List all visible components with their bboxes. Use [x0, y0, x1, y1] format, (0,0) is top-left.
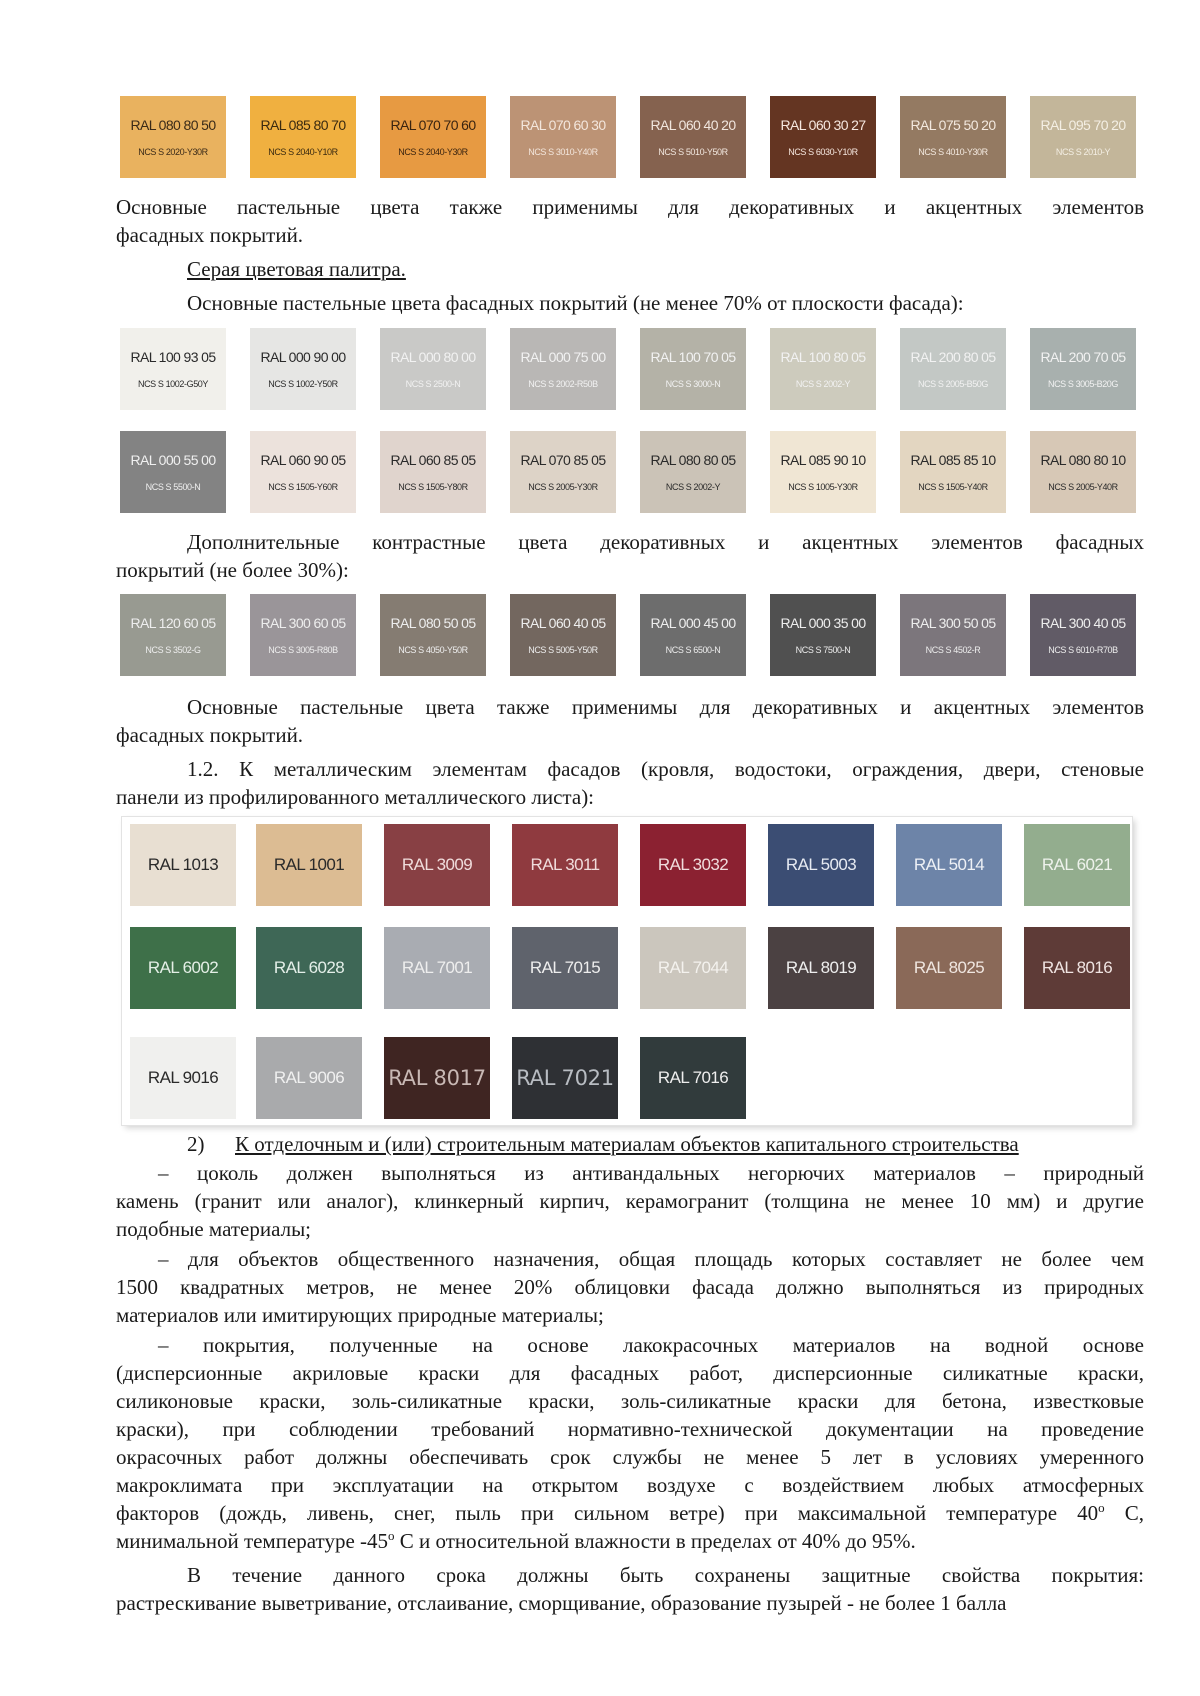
bullet-coatings-l5: окрасочных работ должны обеспечивать срок службы не менее 5 лет в условиях умеренного: [116, 1445, 1144, 1469]
swatch-ral-code: RAL 080 80 10: [1040, 451, 1126, 468]
metal-swatch: RAL 1013: [130, 824, 236, 906]
color-swatch: [640, 594, 746, 676]
swatch-ncs-code: NCS S 1002-Y50R: [268, 378, 338, 389]
color-swatch: [770, 328, 876, 410]
swatch-ral-code: RAL 100 70 05: [650, 348, 736, 365]
swatch-ral-code: RAL 070 85 05: [520, 451, 606, 468]
swatch-ncs-code: NCS S 5500-N: [145, 481, 201, 492]
section-2-heading: К отделочным и (или) строительным материалам объектов капитального строительства: [235, 1132, 1019, 1156]
metal-swatch: RAL 6028: [256, 927, 362, 1009]
swatch-ral-code: RAL 085 80 70: [260, 116, 346, 133]
swatch-ncs-code: NCS S 2005-Y40R: [1048, 481, 1118, 492]
metal-swatch: RAL 3032: [640, 824, 746, 906]
para-pastel-applicable-1: Основные пастельные цвета также применимы для декоративных и акцентных элементов: [116, 195, 1144, 219]
color-swatch: [380, 431, 486, 513]
swatch-ncs-code: NCS S 3010-Y40R: [528, 146, 598, 157]
swatch-ral-code: RAL 085 85 10: [910, 451, 996, 468]
bullet-plinth: – цоколь должен выполняться из антивандальных негорючих материалов – природный: [158, 1161, 1144, 1185]
swatch-ncs-code: NCS S 6010-R70B: [1048, 644, 1118, 655]
color-swatch: [510, 594, 616, 676]
swatch-ral-code: RAL 080 50 05: [390, 614, 476, 631]
para-pastel-applicable-2-cont: фасадных покрытий.: [116, 723, 304, 747]
metal-swatch: RAL 9016: [130, 1037, 236, 1119]
metal-swatch: RAL 6002: [130, 927, 236, 1009]
swatch-ral-code: RAL 300 50 05: [910, 614, 996, 631]
color-swatch: [1030, 594, 1136, 676]
metal-swatch: RAL 8017: [384, 1037, 490, 1119]
swatch-ncs-code: NCS S 2040-Y10R: [268, 146, 338, 157]
contrast-intro-cont: покрытий (не более 30%):: [116, 558, 349, 582]
swatch-ral-code: RAL 300 40 05: [1040, 614, 1126, 631]
bullet-public-objects-cont: 1500 квадратных метров, не менее 20% облицовки фасада должно выполняться из природных: [116, 1275, 1144, 1299]
color-swatch: [1030, 431, 1136, 513]
para-service-life-cont: растрескивание выветривание, отслаивание, сморщивание, образование пузырей - не более 1 балла: [116, 1591, 1007, 1615]
color-swatch: [120, 96, 226, 178]
swatch-ral-code: RAL 100 93 05: [130, 348, 216, 365]
swatch-ral-code: RAL 060 90 05: [260, 451, 346, 468]
swatch-ral-code: RAL 070 60 30: [520, 116, 606, 133]
swatch-ral-code: RAL 085 90 10: [780, 451, 866, 468]
color-swatch: [510, 431, 616, 513]
para-pastel-applicable-1-cont: фасадных покрытий.: [116, 223, 304, 247]
swatch-ncs-code: NCS S 4010-Y30R: [918, 146, 988, 157]
color-swatch: [120, 328, 226, 410]
bullet-coatings: – покрытия, полученные на основе лакокрасочных материалов на водной основе: [158, 1333, 1144, 1357]
swatch-ral-code: RAL 080 80 50: [130, 116, 216, 133]
swatch-ncs-code: NCS S 2040-Y30R: [398, 146, 468, 157]
swatch-ncs-code: NCS S 1505-Y40R: [918, 481, 988, 492]
swatch-ncs-code: NCS S 3005-B20G: [1047, 378, 1119, 389]
swatch-ral-code: RAL 000 75 00: [520, 348, 606, 365]
swatch-ncs-code: NCS S 2002-Y: [665, 481, 721, 492]
color-swatch: [250, 431, 356, 513]
metal-swatch: RAL 5003: [768, 824, 874, 906]
color-swatch: [1030, 96, 1136, 178]
color-swatch: [900, 594, 1006, 676]
swatch-ncs-code: NCS S 3502-G: [145, 644, 201, 655]
color-swatch: [250, 328, 356, 410]
swatch-ncs-code: NCS S 3000-N: [665, 378, 721, 389]
gray-palette-row-1: [120, 328, 1140, 410]
swatch-ncs-code: NCS S 5005-Y50R: [528, 644, 598, 655]
swatch-ncs-code: NCS S 2005-Y30R: [528, 481, 598, 492]
metal-swatch: RAL 1001: [256, 824, 362, 906]
color-swatch: [250, 96, 356, 178]
metal-swatch: RAL 9006: [256, 1037, 362, 1119]
swatch-ral-code: RAL 000 80 00: [390, 348, 476, 365]
metal-swatch: RAL 8025: [896, 927, 1002, 1009]
swatch-ncs-code: NCS S 7500-N: [795, 644, 851, 655]
contrast-intro: Дополнительные контрастные цвета декоративных и акцентных элементов фасадных: [187, 530, 1144, 554]
swatch-ncs-code: NCS S 6030-Y10R: [788, 146, 858, 157]
metal-swatch: RAL 3011: [512, 824, 618, 906]
swatch-ncs-code: NCS S 2020-Y30R: [138, 146, 208, 157]
metal-swatch: RAL 7016: [640, 1037, 746, 1119]
swatch-ral-code: RAL 060 85 05: [390, 451, 476, 468]
metal-swatch: RAL 8019: [768, 927, 874, 1009]
metal-swatch: RAL 7021: [512, 1037, 618, 1119]
degree-sign: o: [388, 1528, 395, 1543]
color-swatch: [770, 96, 876, 178]
bullet-plinth-cont: камень (гранит или аналог), клинкерный кирпич, керамогранит (толщина не менее 10 мм) и другие: [116, 1189, 1144, 1213]
swatch-ral-code: RAL 060 40 20: [650, 116, 736, 133]
metal-swatch: RAL 6021: [1024, 824, 1130, 906]
swatch-ral-code: RAL 000 55 00: [130, 451, 216, 468]
color-swatch: [900, 431, 1006, 513]
swatch-ral-code: RAL 080 80 05: [650, 451, 736, 468]
swatch-ncs-code: NCS S 2500-N: [405, 378, 461, 389]
swatch-ral-code: RAL 100 80 05: [780, 348, 866, 365]
metal-swatch: RAL 7015: [512, 927, 618, 1009]
swatch-ral-code: RAL 000 45 00: [650, 614, 736, 631]
swatch-ral-code: RAL 075 50 20: [910, 116, 996, 133]
swatch-ncs-code: NCS S 2002-R50B: [528, 378, 598, 389]
swatch-ral-code: RAL 060 40 05: [520, 614, 606, 631]
bullet-coatings-l8: минимальной температуре -45$^o$ С и относительной влажности в пределах от 40% до 95%.: [116, 1528, 916, 1553]
metal-swatch: RAL 3009: [384, 824, 490, 906]
color-swatch: [770, 431, 876, 513]
color-swatch: [250, 594, 356, 676]
swatch-ncs-code: NCS S 4502-R: [925, 644, 981, 655]
color-swatch: [770, 594, 876, 676]
bullet-public-objects: – для объектов общественного назначения, общая площадь которых составляет не более чем: [158, 1247, 1144, 1271]
color-swatch: [900, 328, 1006, 410]
swatch-ncs-code: NCS S 2005-B50G: [917, 378, 989, 389]
swatch-ral-code: RAL 200 70 05: [1040, 348, 1126, 365]
contrast-palette-row: [120, 594, 1140, 676]
warm-palette-row: [120, 96, 1140, 178]
swatch-ncs-code: NCS S 1505-Y60R: [268, 481, 338, 492]
color-swatch: [120, 594, 226, 676]
color-swatch: [510, 96, 616, 178]
section-2-number: 2): [187, 1132, 205, 1156]
gray-palette-row-2: [120, 431, 1140, 513]
color-swatch: [120, 431, 226, 513]
para-service-life: В течение данного срока должны быть сохранены защитные свойства покрытия:: [187, 1563, 1144, 1587]
gray-palette-intro: Основные пастельные цвета фасадных покрытий (не менее 70% от плоскости фасада):: [187, 291, 964, 315]
swatch-ncs-code: NCS S 3005-R80B: [268, 644, 338, 655]
swatch-ncs-code: NCS S 6500-N: [665, 644, 721, 655]
gray-palette-heading: Серая цветовая палитра.: [187, 257, 406, 281]
color-swatch: [900, 96, 1006, 178]
para-pastel-applicable-2: Основные пастельные цвета также применимы для декоративных и акцентных элементов: [187, 695, 1144, 719]
color-swatch: [1030, 328, 1136, 410]
swatch-ral-code: RAL 000 90 00: [260, 348, 346, 365]
swatch-ncs-code: NCS S 4050-Y50R: [398, 644, 468, 655]
swatch-ncs-code: NCS S 2010-Y: [1055, 146, 1111, 157]
swatch-ncs-code: NCS S 5010-Y50R: [658, 146, 728, 157]
bullet-coatings-l4: краски), при соблюдении требований нормативно-технической документации на проведение: [116, 1417, 1144, 1441]
swatch-ral-code: RAL 070 70 60: [390, 116, 476, 133]
para-metal-elements: 1.2. К металлическим элементам фасадов (кровля, водостоки, ограждения, двери, стеновые: [187, 757, 1144, 781]
bullet-coatings-l3: силиконовые краски, золь-силикатные краски, золь-силикатные краски для бетона, известковые: [116, 1389, 1144, 1413]
swatch-ral-code: RAL 060 30 27: [780, 116, 866, 133]
swatch-ral-code: RAL 200 80 05: [910, 348, 996, 365]
swatch-ral-code: RAL 300 60 05: [260, 614, 346, 631]
bullet-public-objects-end: материалов или имитирующих природные материалы;: [116, 1303, 604, 1327]
swatch-ncs-code: NCS S 1005-Y30R: [788, 481, 858, 492]
color-swatch: [380, 328, 486, 410]
bullet-plinth-end: подобные материалы;: [116, 1217, 312, 1241]
bullet-coatings-l6: макроклимата при эксплуатации на открытом воздухе с воздействием любых атмосферных: [116, 1473, 1144, 1497]
swatch-ncs-code: NCS S 2002-Y: [795, 378, 851, 389]
metal-swatch: RAL 8016: [1024, 927, 1130, 1009]
metal-swatch: RAL 5014: [896, 824, 1002, 906]
color-swatch: [640, 96, 746, 178]
color-swatch: [640, 431, 746, 513]
color-swatch: [380, 96, 486, 178]
metal-color-panel: [122, 817, 1132, 1125]
color-swatch: [380, 594, 486, 676]
swatch-ral-code: RAL 095 70 20: [1040, 116, 1126, 133]
swatch-ral-code: RAL 120 60 05: [130, 614, 216, 631]
swatch-ncs-code: NCS S 1505-Y80R: [398, 481, 468, 492]
degree-sign: o: [1098, 1500, 1105, 1515]
swatch-ncs-code: NCS S 1002-G50Y: [137, 378, 209, 389]
metal-swatch: RAL 7001: [384, 927, 490, 1009]
bullet-coatings-l2: (дисперсионные акриловые краски для фасадных работ, дисперсионные силикатные краски,: [116, 1361, 1144, 1385]
metal-swatch: RAL 7044: [640, 927, 746, 1009]
color-swatch: [510, 328, 616, 410]
para-metal-elements-cont: панели из профилированного металлического листа):: [116, 785, 595, 809]
swatch-ral-code: RAL 000 35 00: [780, 614, 866, 631]
bullet-coatings-l7: факторов (дождь, ливень, снег, пыль при сильном ветре) при максимальной температуре 40$^o$ С,: [116, 1500, 1145, 1525]
color-swatch: [640, 328, 746, 410]
